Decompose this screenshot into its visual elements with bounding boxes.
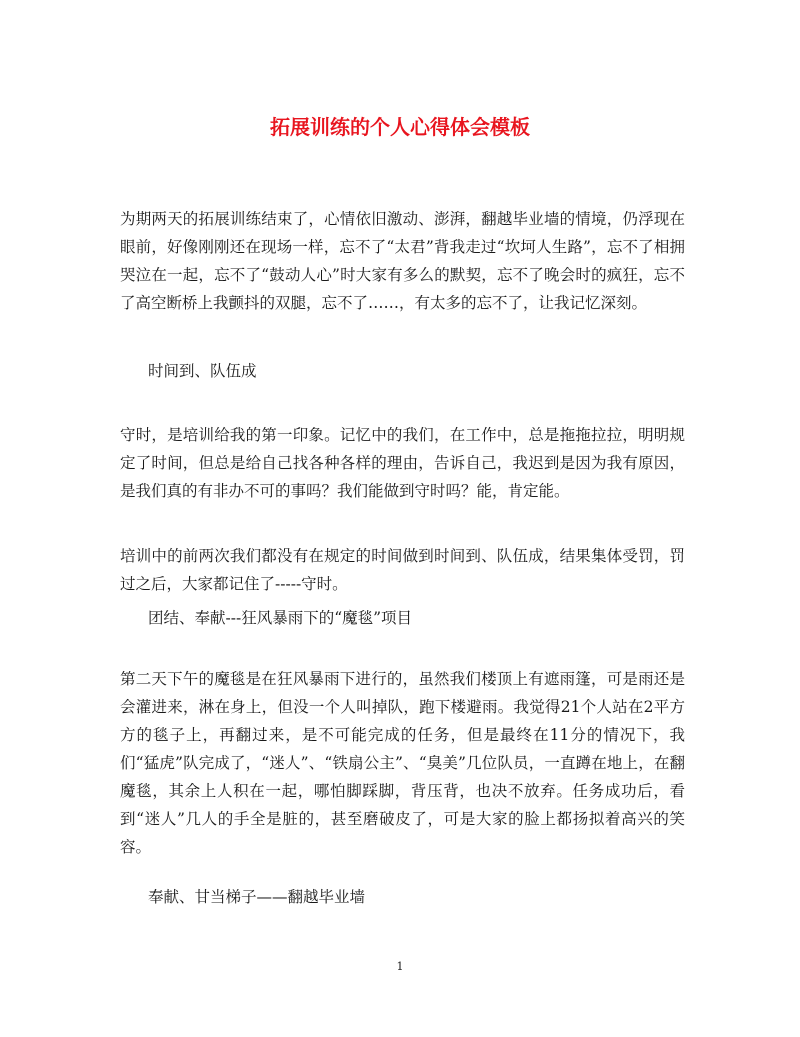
document-title: 拓展训练的个人心得体会模板 — [270, 115, 530, 139]
paragraph-2: 守时，是培训给我的第一印象。记忆中的我们，在工作中，总是拖拖拉拉，明明规定了时间，但总是给自己找各种各样的理由，告诉自己，我迟到是因为我有原因，是我们真的有非办不可的事吗？我们能做到守时吗？能，肯定能。 — [120, 426, 685, 500]
section-heading-3: 奉献、甘当梯子——翻越毕业墙 — [148, 888, 366, 906]
paragraph-4: 第二天下午的魔毯是在狂风暴雨下进行的，虽然我们楼顶上有遮雨篷，可是雨还是会灌进来，淋在身上，但没一个人叫掉队，跑下楼避雨。我觉得21个人站在2平方方的毯子上，再翻过来，是不可能完成的任务，但是最终在11分的情况下，我们“猛虎”队完成了，“迷人”、“铁扇公主”、“臭美”几位队员，一直蹲在地上，在翻魔毯，其余上人积在一起，哪怕脚踩脚，背压背，也决不放弃。任务成功后，看到“迷人”几人的手全是脏的，甚至磨破皮了，可是大家的脸上都扬拟着高兴的笑容。 — [120, 670, 685, 856]
paragraph-3: 培训中的前两次我们都没有在规定的时间做到时间到、队伍成，结果集体受罚，罚过之后，大家都记住了-----守时。 — [120, 547, 685, 593]
page-number: 1 — [396, 960, 404, 973]
paragraph-1: 为期两天的拓展训练结束了，心情依旧激动、澎湃，翻越毕业墙的情境，仍浮现在眼前，好像刚刚还在现场一样，忘不了“太君”背我走过“坎坷人生路”，忘不了相拥哭泣在一起，忘不了“鼓动人心”时大家有多么的默契，忘不了晚会时的疯狂，忘不了高空断桥上我颤抖的双腿，忘不了……，有太多的忘不了，让我记忆深刻。 — [120, 210, 685, 312]
section-heading-2: 团结、奉献---狂风暴雨下的“魔毯”项目 — [148, 609, 413, 627]
section-heading-1: 时间到、队伍成 — [148, 362, 257, 380]
